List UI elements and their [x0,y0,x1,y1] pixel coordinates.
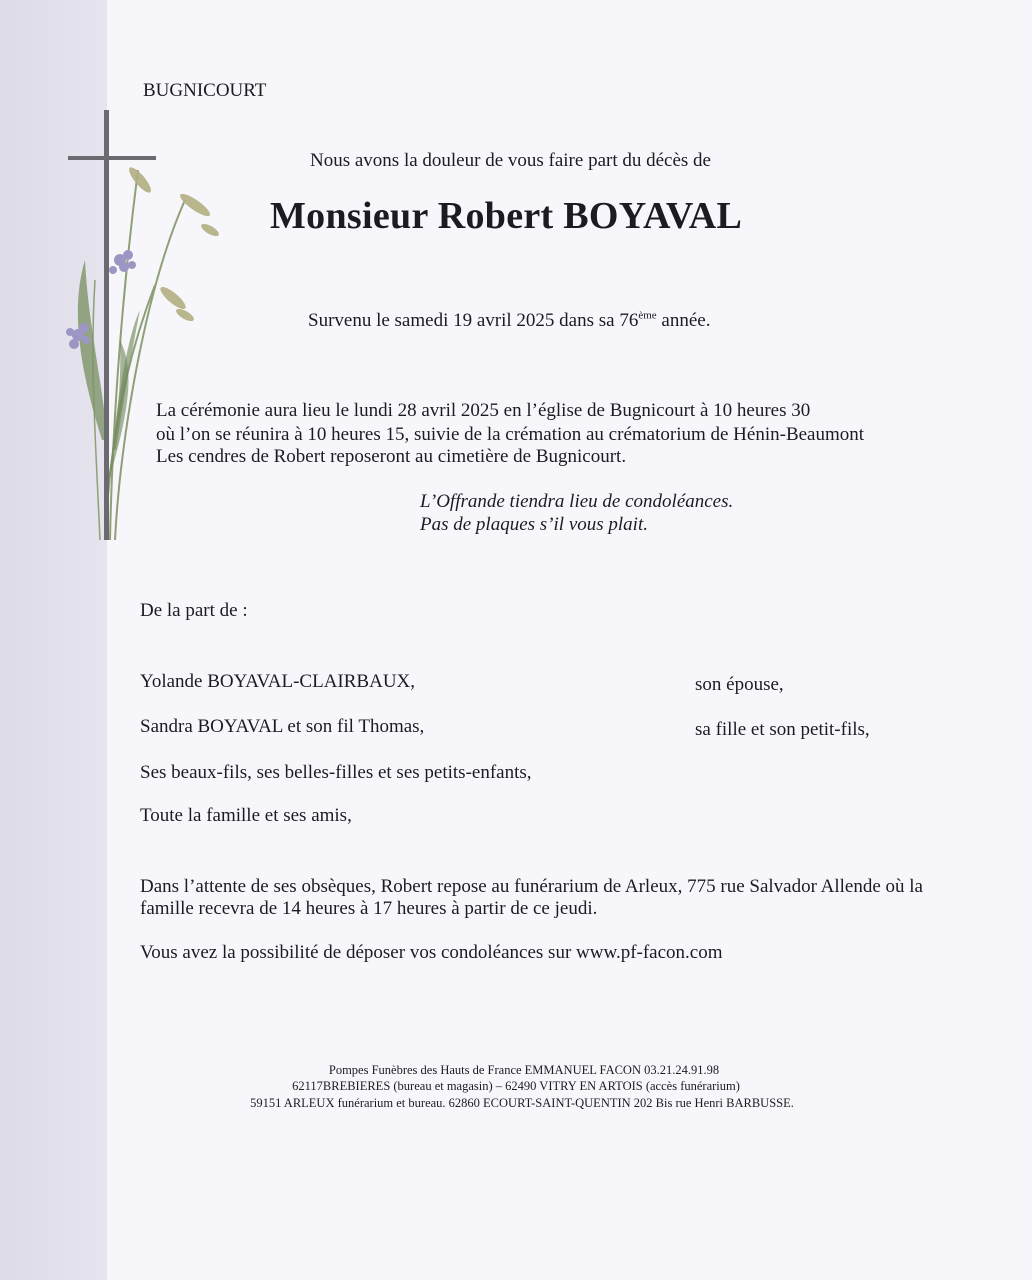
location: BUGNICOURT [143,80,267,101]
family-member: Toute la famille et ses amis, [140,805,352,826]
plaques-note: Pas de plaques s’il vous plait. [420,514,648,535]
from-label: De la part de : [140,600,248,621]
footer-line: 59151 ARLEUX funérarium et bureau. 62860 ECOURT-SAINT-QUENTIN 202 Bis rue Henri BARBUSSE. [250,1096,794,1110]
offering-note: L’Offrande tiendra lieu de condoléances. [420,491,734,512]
footer-line: 62117BREBIERES (bureau et magasin) – 62490 VITRY EN ARTOIS (accès funérarium) [292,1079,740,1093]
family-member: Sandra BOYAVAL et son fil Thomas, [140,716,425,737]
family-relation: sa fille et son petit-fils, [695,719,870,740]
family-relation: son épouse, [695,674,784,695]
cross-with-wheat-icon [60,110,250,550]
family-member: Ses beaux-fils, ses belles-filles et ses petits-enfants, [140,762,532,783]
resting-info: Dans l’attente de ses obsèques, Robert repose au funérarium de Arleux, 775 rue Salvador Allende où la [140,876,923,897]
footer-line: Pompes Funèbres des Hauts de France EMMANUEL FACON 03.21.24.91.98 [328,1063,720,1077]
death-notice: Survenu le samedi 19 avril 2025 dans sa 76ème année. [308,309,711,331]
intro-text: Nous avons la douleur de vous faire part du décès de [310,150,711,171]
resting-info: famille recevra de 14 heures à 17 heures à partir de ce jeudi. [140,898,598,919]
ceremony-line: La cérémonie aura lieu le lundi 28 avril 2025 en l’église de Bugnicourt à 10 heures 30 [156,400,811,421]
ceremony-line: Les cendres de Robert reposeront au cimetière de Bugnicourt. [156,446,627,467]
condolences-info: Vous avez la possibilité de déposer vos condoléances sur www.pf-facon.com [140,942,723,963]
ceremony-line: où l’on se réunira à 10 heures 15, suivie de la crémation au crématorium de Hénin-Beaumont [156,424,865,445]
family-member: Yolande BOYAVAL-CLAIRBAUX, [140,671,416,692]
deceased-name: Monsieur Robert BOYAVAL [270,195,743,237]
